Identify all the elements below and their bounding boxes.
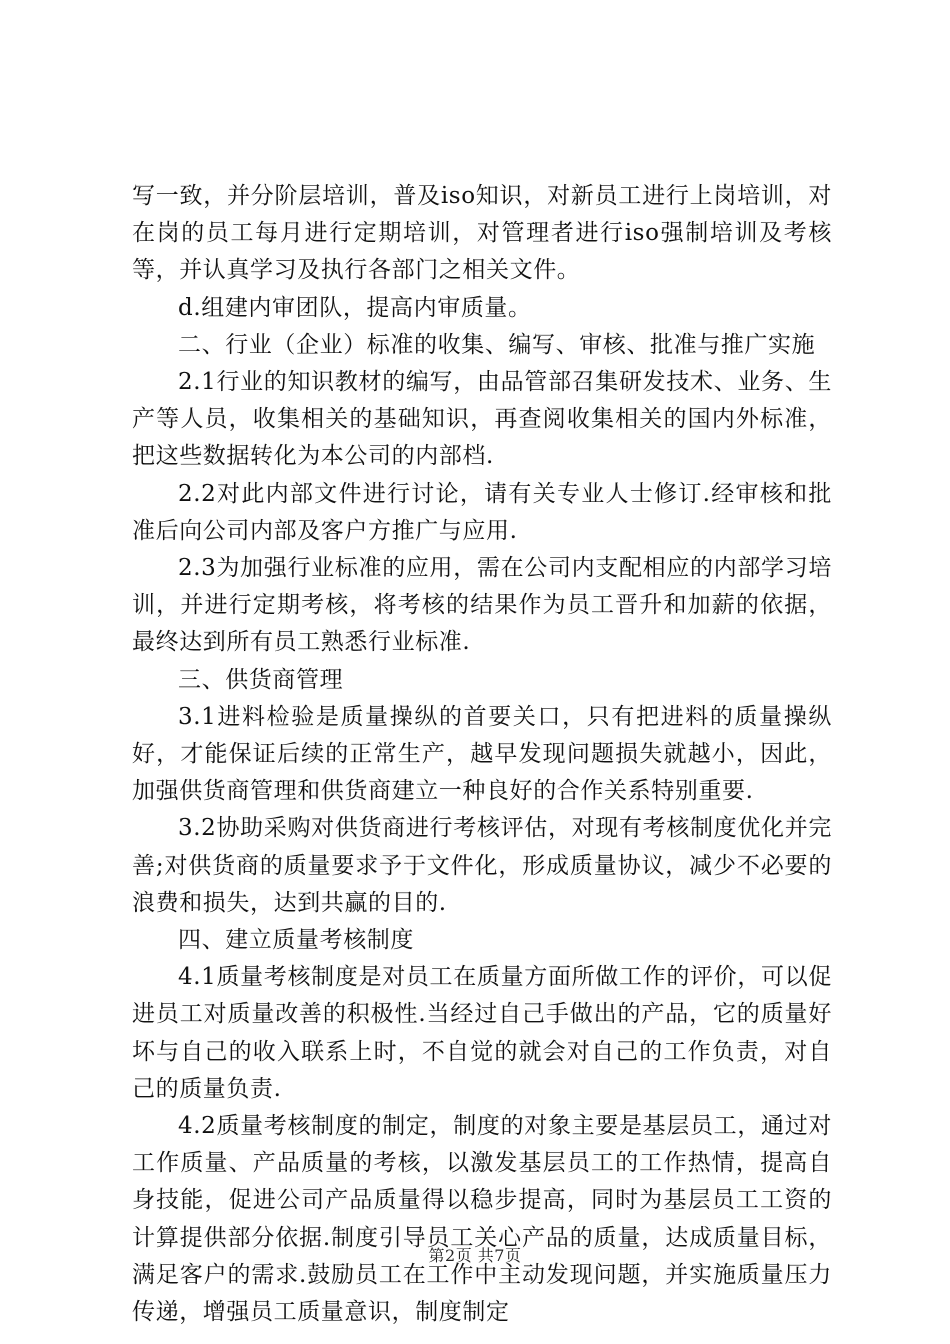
document-body [132, 178, 832, 1331]
paragraph-4-2: 4.2质量考核制度的制定，制度的对象主要是基层员工，通过对工作质量、产品质量的考核，以激发基层员工的工作热情，提高自身技能，促进公司产品质量得以稳步提高，同时为基层员工工资的计算提供部分依据.制度引导员工关心产品的质量，达成质量目标，满足客户的需求.鼓励员工在工作中主动发现问题，并实施质量压力传递，增强员工质量意识，制度制定 [132, 1113, 832, 1326]
paragraph-continuation: 写一致，并分阶层培训，普及iso知识，对新员工进行上岗培训，对在岗的员工每月进行定期培训，对管理者进行iso强制培训及考核等，并认真学习及执行各部门之相关文件。 [132, 183, 832, 284]
section-heading-3: 三、供货商管理 [178, 666, 344, 693]
paragraph-2-1: 2.1行业的知识教材的编写，由品管部召集研发技术、业务、生产等人员，收集相关的基础知识，再查阅收集相关的国内外标准，把这些数据转化为本公司的内部档. [132, 369, 832, 470]
page-number-footer: 第2页 共7页 [428, 1246, 522, 1265]
paragraph-item-d: d.组建内审团队，提高内审质量。 [178, 294, 532, 321]
paragraph-4-1: 4.1质量考核制度是对员工在质量方面所做工作的评价，可以促进员工对质量改善的积极性.当经过自己手做出的产品，它的质量好坏与自己的收入联系上时，不自觉的就会对自己的工作负责，对自己的质量负责. [132, 964, 832, 1102]
paragraph-3-1: 3.1进料检验是质量操纵的首要关口，只有把进料的质量操纵好，才能保证后续的正常生产，越早发现问题损失就越小，因此，加强供货商管理和供货商建立一种良好的合作关系特别重要. [132, 703, 832, 805]
section-heading-2: 二、行业（企业）标准的收集、编写、审核、批准与推广实施 [178, 331, 816, 358]
paragraph-2-2: 2.2对此内部文件进行讨论，请有关专业人士修订.经审核和批准后向公司内部及客户方推广与应用. [132, 480, 832, 544]
paragraph-2-3: 2.3为加强行业标准的应用，需在公司内支配相应的内部学习培训，并进行定期考核，将考核的结果作为员工晋升和加薪的依据，最终达到所有员工熟悉行业标准. [132, 555, 832, 656]
paragraph-3-2: 3.2协助采购对供货商进行考核评估，对现有考核制度优化并完善;对供货商的质量要求予于文件化，形成质量协议，减少不必要的浪费和损失，达到共赢的目的. [132, 815, 832, 916]
section-heading-4: 四、建立质量考核制度 [178, 927, 414, 954]
